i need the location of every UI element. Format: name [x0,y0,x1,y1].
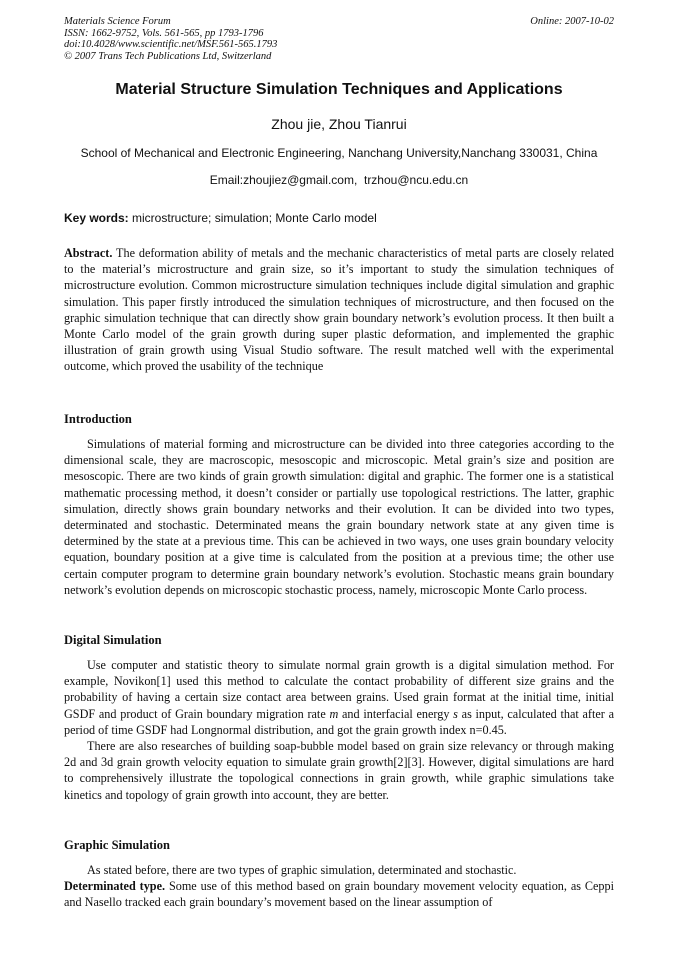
online-date: Online: 2007-10-02 [530,16,614,27]
graphic-paragraph-2 [64,878,614,910]
author-affiliation: School of Mechanical and Electronic Engineering, Nanchang University,Nanchang 330031, China [80,146,598,160]
paper-title: Material Structure Simulation Techniques and Applications [115,81,563,98]
determinated-label: Determinated type. [64,879,166,894]
digital-simulation-section [64,657,614,803]
introduction-heading: Introduction [64,412,132,426]
keywords [64,211,614,225]
graphic-simulation-heading: Graphic Simulation [64,838,170,852]
paper-authors: Zhou jie, Zhou Tianrui [271,116,407,132]
journal-doi: doi:10.4028/www.scientific.net/MSF.561-565.1793 [64,39,278,50]
journal-copyright: © 2007 Trans Tech Publications Ltd, Switzerland [64,50,272,62]
determinated-text: Some use of this method based on grain boundary movement velocity equation, as Ceppi and Nasello tracked each grain boundary’s movement based on the linear assumption of [64,879,614,910]
graphic-simulation-section [64,862,614,911]
digital-paragraph-2: There are also researches of building soap-bubble model based on grain size relevancy or through making 2d and 3d grain growth velocity equation to simulate grain growth[2][3]. However, digital simulations are hard to comprehensively illustrate the topological connections in grain growth, while graphic simulations take kinetics and topology of grain growth into account, they are better. [64,739,614,802]
abstract-label: Abstract. [64,246,113,260]
introduction-section [64,436,614,598]
abstract [64,245,614,375]
introduction-paragraph: Simulations of material forming and microstructure can be divided into three categories according to the dimensional scale, they are macroscopic, mesoscopic and microscopic. Metal grain’s size and position are mesoscopic. There are two kinds of grain growth simulation: digital and graphic. The former one is a statistical mathematic processing method, it doesn’t consider or partially use topological restrictions. The latter, graphic simulation, directly shows grain boundary networks and their evolution. It can be divided into two types, determinated and stochastic. Determinated means the grain boundary network state at any given time is determined by the state at a previous time. This can be achieved in two ways, one uses grain boundary velocity equation, boundary position at a give time is calculated from the position at a previous time; the other use certain computer program to determine grain boundary network’s evolution. Stochastic means grain boundary network’s evolution depends on microscopic stochastic process, namely, microscopic Monte Carlo process. [64,437,614,597]
keywords-text: microstructure; simulation; Monte Carlo model [128,211,377,225]
journal-header [64,16,614,62]
digital-paragraph-1: Use computer and statistic theory to simulate normal grain growth is a digital simulation method. For example, Novikon[1] used this method to calculate the contact probability of different size grains and the probability of having a certain size contact area between grains. Used grain format at the initial time, initial GSDF and product of Grain boundary migration rate m and interfacial energy s as input, calculated that after a period of time GSDF had Longnormal distribution, and got the grain growth index n=0.45. [64,658,614,737]
digital-simulation-heading: Digital Simulation [64,633,162,647]
journal-issn: ISSN: 1662-9752, Vols. 561-565, pp 1793-1796 [64,27,264,39]
graphic-paragraph-1: As stated before, there are two types of graphic simulation, determinated and stochastic. [87,863,517,877]
journal-name: Materials Science Forum [64,16,171,27]
author-email: Email:zhoujiez@gmail.com, trzhou@ncu.edu.cn [209,173,469,187]
abstract-text: The deformation ability of metals and the mechanic characteristics of metal parts are closely related to the material’s microstructure and grain size, so it’s important to study the simulation techniques of microstructure evolution. Common microstructure simulation techniques include digital simulation and graphic simulation. This paper firstly introduced the simulation techniques of microstructure, and then focused on the graphic simulation technique that can directly show grain boundary network’s evolution process. It then built a Monte Carlo model of the grain growth during super plastic deformation, and implemented the graphic illustration of grain growth using Visual Studio software. The result matched well with the experimental outcome, which proved the usability of the technique [64,246,614,374]
keywords-label: Key words: [64,211,129,225]
